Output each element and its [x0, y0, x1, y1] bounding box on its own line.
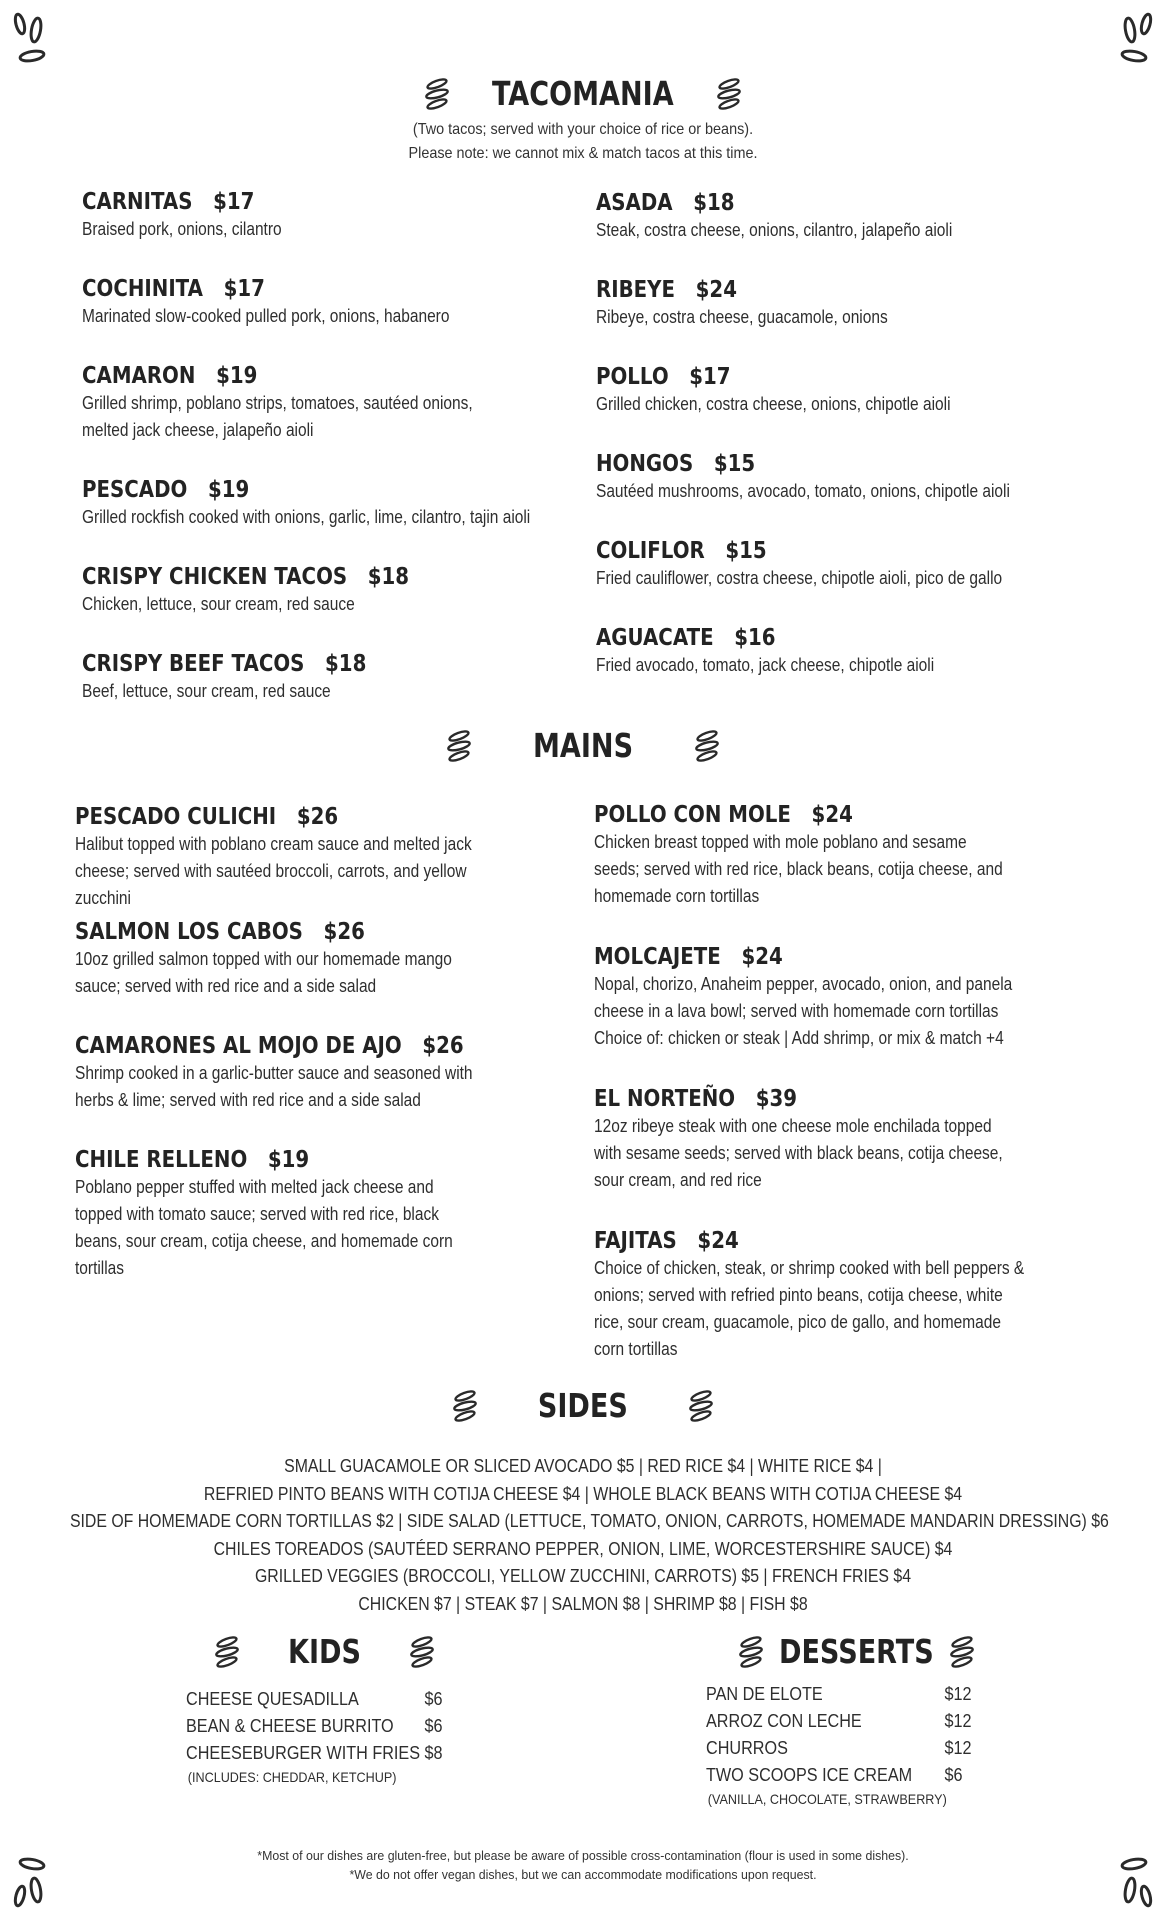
menu-item	[596, 624, 1166, 679]
desserts-list	[706, 1681, 1001, 1809]
kids-title: KIDS	[288, 1632, 362, 1671]
kids-heading	[212, 1632, 437, 1671]
item-price: $26	[422, 1033, 464, 1059]
item-name: CHURROS	[706, 1738, 788, 1758]
menu-item	[596, 537, 1166, 592]
menu-item	[594, 1085, 1084, 1194]
item-name: FAJITAS	[594, 1228, 677, 1254]
item-description: Chicken breast topped with mole poblano and sesame seeds; served with red rice, black beans, cotija cheese, and homemade corn tortillas	[594, 832, 1003, 906]
desserts-title: DESSERTS	[778, 1632, 934, 1671]
item-description: 12oz ribeye steak with one cheese mole enchilada topped with sesame seeds; served with black beans, cotija cheese, sour cream, and red rice	[594, 1116, 1003, 1190]
item-description: Fried avocado, tomato, jack cheese, chipotle aioli	[596, 655, 935, 675]
item-description: Sautéed mushrooms, avocado, tomato, onions, chipotle aioli	[596, 481, 1010, 501]
item-name: CAMARON	[82, 363, 196, 389]
item-name: COCHINITA	[82, 276, 203, 302]
item-price: $19	[207, 477, 250, 503]
item-name: SALMON LOS CABOS	[75, 919, 303, 945]
item-description: Grilled shrimp, poblano strips, tomatoes, sautéed onions, melted jack cheese, jalapeño aioli	[82, 393, 473, 440]
menu-item	[75, 918, 550, 1000]
item-price: $19	[267, 1147, 310, 1173]
leaf-ornament-icon	[692, 730, 722, 762]
item-price: $17	[689, 364, 731, 390]
leaf-ornament-icon	[450, 1390, 480, 1422]
menu-item	[82, 275, 642, 330]
item-description: Ribeye, costra cheese, guacamole, onions	[596, 307, 888, 327]
menu-item	[75, 1032, 550, 1114]
list-item	[706, 1708, 972, 1735]
item-name: RIBEYE	[596, 277, 676, 303]
tacomania-heading	[0, 74, 1166, 113]
item-price: $6	[424, 1716, 443, 1736]
item-price: $15	[725, 538, 767, 564]
item-price: $6	[944, 1765, 963, 1785]
item-description: Nopal, chorizo, Anaheim pepper, avocado, onion, and panela cheese in a lava bowl; served with homemade corn tortillas	[594, 974, 1013, 1021]
item-price: $12	[944, 1738, 972, 1758]
item-name: ARROZ CON LECHE	[706, 1711, 862, 1731]
menu-item	[594, 943, 1164, 1052]
menu-item	[594, 801, 1084, 910]
item-name: EL NORTEÑO	[594, 1086, 736, 1112]
item-name: CRISPY CHICKEN TACOS	[82, 564, 348, 590]
item-price: $15	[713, 451, 756, 477]
item-price: $18	[325, 651, 367, 677]
item-description: Braised pork, onions, cilantro	[82, 219, 282, 239]
list-item	[186, 1686, 443, 1713]
menu-item	[75, 1146, 550, 1282]
item-price: $17	[213, 189, 255, 215]
corner-leaves-icon	[12, 10, 58, 68]
sides-line: CHICKEN $7 | STEAK $7 | SALMON $8 | SHRIMP $8 | FISH $8	[358, 1593, 808, 1614]
sides-line: REFRIED PINTO BEANS WITH COTIJA CHEESE $4 | WHOLE BLACK BEANS WITH COTIJA CHEESE $4	[203, 1483, 963, 1504]
leaf-ornament-icon	[422, 78, 452, 110]
item-name: ASADA	[596, 190, 673, 216]
item-description: Poblano pepper stuffed with melted jack cheese and topped with tomato sauce; served with red rice, black beans, sour cream, cotija cheese, and homemade corn tortillas	[75, 1177, 453, 1278]
menu-item	[75, 803, 550, 912]
item-name: TWO SCOOPS ICE CREAM	[706, 1765, 913, 1785]
item-description: Fried cauliflower, costra cheese, chipotle aioli, pico de gallo	[596, 568, 1003, 588]
item-name: CHEESE QUESADILLA	[186, 1689, 359, 1709]
footer-note: *Most of our dishes are gluten-free, but please be aware of possible cross-contamination (flour is used in some dishes).	[257, 1848, 909, 1863]
item-price: $26	[296, 804, 339, 830]
item-description: Beef, lettuce, sour cream, red sauce	[82, 681, 331, 701]
item-price: $19	[216, 363, 258, 389]
list-item	[186, 1713, 443, 1740]
item-description: Chicken, lettuce, sour cream, red sauce	[82, 594, 355, 614]
item-name: COLIFLOR	[596, 538, 705, 564]
sides-title: SIDES	[538, 1386, 628, 1425]
tacomania-note: Please note: we cannot mix & match tacos at this time.	[408, 145, 758, 162]
list-item	[706, 1762, 972, 1789]
menu-item	[596, 276, 1166, 331]
item-price: $12	[944, 1684, 972, 1704]
leaf-ornament-icon	[444, 730, 474, 762]
leaf-ornament-icon	[736, 1636, 766, 1668]
item-price: $26	[323, 919, 365, 945]
item-price: $8	[424, 1743, 443, 1763]
item-name: MOLCAJETE	[594, 944, 721, 970]
item-name: AGUACATE	[596, 625, 714, 651]
footer-note: *We do not offer vegan dishes, but we can accommodate modifications upon request.	[349, 1867, 817, 1882]
item-price: $6	[424, 1689, 443, 1709]
item-name: CAMARONES AL MOJO DE AJO	[75, 1033, 402, 1059]
sides-line: SIDE OF HOMEMADE CORN TORTILLAS $2 | SIDE SALAD (LETTUCE, TOMATO, ONION, CARROTS, HOMEMADE MANDARIN DRESSING) $6	[69, 1511, 1109, 1531]
list-item	[706, 1735, 972, 1762]
menu-item	[596, 450, 1166, 505]
menu-item	[594, 1227, 1099, 1363]
item-price: $18	[693, 190, 735, 216]
item-name: PAN DE ELOTE	[706, 1684, 823, 1704]
item-description: Halibut topped with poblano cream sauce and melted jack cheese; served with sautéed broccoli, carrots, and yellow zucchini	[75, 834, 472, 908]
menu-item	[82, 362, 542, 444]
menu-item	[596, 363, 1166, 418]
item-description: Grilled rockfish cooked with onions, garlic, lime, cilantro, tajin aioli	[82, 507, 531, 527]
leaf-ornament-icon	[947, 1636, 977, 1668]
item-name: PESCADO	[82, 477, 188, 503]
item-description: Grilled chicken, costra cheese, onions, chipotle aioli	[596, 394, 951, 414]
item-price: $12	[944, 1711, 972, 1731]
mains-title: MAINS	[532, 726, 634, 765]
item-description: Choice of chicken, steak, or shrimp cooked with bell peppers & onions; served with refried pinto beans, cotija cheese, white rice, sour cream, guacamole, pico de gallo, and homemade corn tortillas	[594, 1258, 1025, 1359]
leaf-ornament-icon	[686, 1390, 716, 1422]
leaf-ornament-icon	[212, 1636, 242, 1668]
tacomania-title: TACOMANIA	[492, 74, 674, 113]
tacomania-note: (Two tacos; served with your choice of rice or beans).	[412, 121, 754, 138]
mains-heading	[0, 726, 1166, 765]
item-price: $24	[697, 1228, 739, 1254]
item-name: PESCADO CULICHI	[75, 804, 277, 830]
menu-item	[596, 189, 1166, 244]
item-price: $18	[367, 564, 410, 590]
sides-line: GRILLED VEGGIES (BROCCOLI, YELLOW ZUCCHINI, CARROTS) $5 | FRENCH FRIES $4	[254, 1566, 912, 1586]
item-name: CRISPY BEEF TACOS	[82, 651, 305, 677]
menu-item	[82, 563, 642, 618]
item-price: $39	[755, 1086, 798, 1112]
item-name: CHEESEBURGER WITH FRIES	[186, 1743, 421, 1763]
corner-leaves-icon	[1108, 10, 1154, 68]
item-price: $24	[741, 944, 783, 970]
item-price: $17	[223, 276, 265, 302]
item-extra: Choice of: chicken or steak | Add shrimp, or mix & match +4	[594, 1028, 1004, 1048]
leaf-ornament-icon	[407, 1636, 437, 1668]
item-price: $16	[734, 625, 776, 651]
item-price: $24	[811, 802, 853, 828]
item-name: POLLO CON MOLE	[594, 802, 791, 828]
sides-line: CHILES TOREADOS (SAUTÉED SERRANO PEPPER, ONION, LIME, WORCESTERSHIRE SAUCE) $4	[213, 1538, 953, 1559]
item-note: (INCLUDES: CHEDDAR, KETCHUP)	[187, 1769, 397, 1785]
list-item	[706, 1681, 972, 1708]
item-name: POLLO	[596, 364, 669, 390]
menu-item	[82, 188, 642, 243]
menu-item	[82, 650, 642, 705]
item-name: CHILE RELLENO	[75, 1147, 248, 1173]
item-name: BEAN & CHEESE BURRITO	[186, 1716, 394, 1736]
kids-list	[186, 1686, 471, 1787]
item-price: $24	[695, 277, 737, 303]
item-description: Marinated slow-cooked pulled pork, onions, habanero	[82, 306, 450, 326]
menu-item	[82, 476, 642, 531]
footer-notes	[0, 1846, 1166, 1884]
leaf-ornament-icon	[714, 78, 744, 110]
list-item	[186, 1740, 443, 1767]
item-description: Shrimp cooked in a garlic-butter sauce and seasoned with herbs & lime; served with red rice and a side salad	[75, 1063, 473, 1110]
sides-list	[0, 1453, 1166, 1618]
item-name: HONGOS	[596, 451, 694, 477]
item-description: 10oz grilled salmon topped with our homemade mango sauce; served with red rice and a side salad	[75, 949, 452, 996]
item-name: CARNITAS	[82, 189, 193, 215]
sides-heading	[0, 1386, 1166, 1425]
desserts-heading	[736, 1632, 977, 1671]
item-description: Steak, costra cheese, onions, cilantro, jalapeño aioli	[596, 220, 953, 240]
tacomania-notes	[0, 118, 1166, 166]
sides-line: SMALL GUACAMOLE OR SLICED AVOCADO $5 | RED RICE $4 | WHITE RICE $4 |	[284, 1456, 882, 1476]
item-note: (VANILLA, CHOCOLATE, STRAWBERRY)	[707, 1791, 947, 1807]
